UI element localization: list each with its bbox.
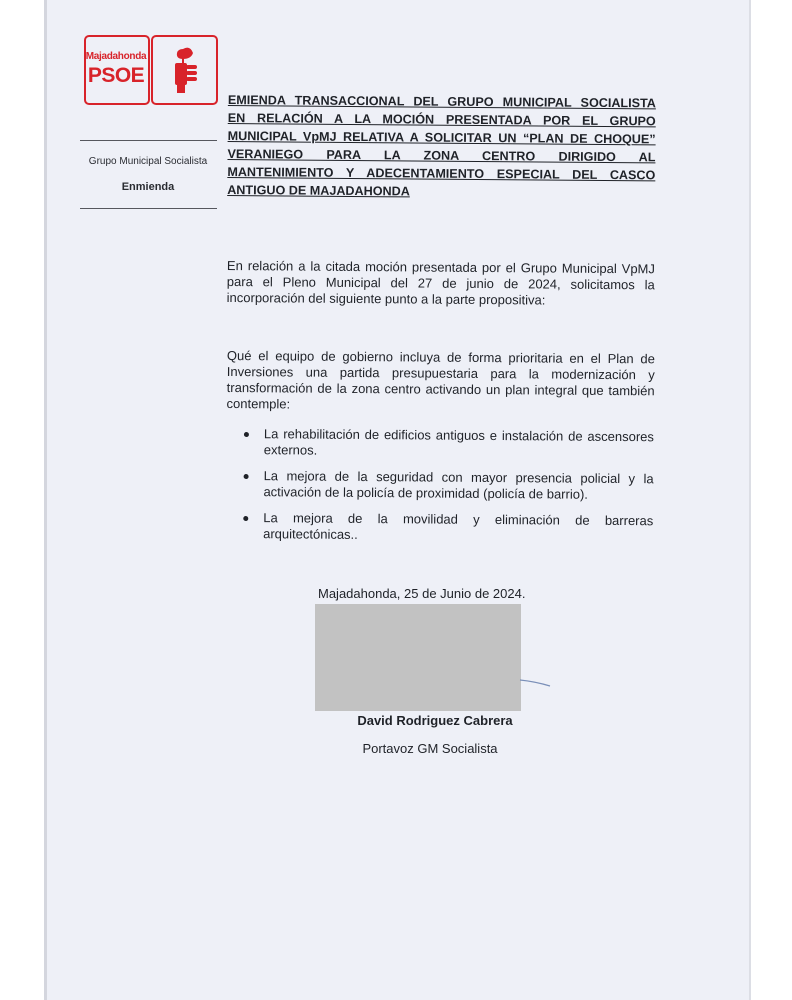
proposal-paragraph: Qué el equipo de gobierno incluya de forma prioritaria en el Plan de Inversiones una partida presupuestaria para la modernización y transformación de la zona centro activando un plan integral que también contemple:: [226, 348, 655, 412]
document-type: Enmienda: [121, 181, 175, 193]
logo-party-text: PSOE: [87, 64, 145, 87]
list-item: La mejora de la seguridad con mayor presencia policial y la activación de la policía de proximidad (policía de barrio).: [239, 468, 653, 503]
title-line: MUNICIPAL VpMJ RELATIVA A SOLICITAR UN “PLAN DE CHOQUE”: [227, 128, 656, 147]
page-margin-right: [751, 0, 792, 1000]
signer-role: Portavoz GM Socialista: [362, 741, 498, 756]
header-rule-top: [80, 140, 217, 141]
intro-paragraph: En relación a la citada moción presentada por el Grupo Municipal VpMJ para el Pleno Municipal del 27 de junio de 2024, solicitamos la incorporación del siguiente punto a la parte propositiva:: [226, 258, 655, 308]
header-rule-bottom: [80, 208, 217, 209]
document-title: [227, 91, 656, 202]
group-name: Grupo Municipal Socialista: [88, 156, 208, 167]
place-date: Majadahonda, 25 de Junio de 2024.: [318, 586, 526, 601]
signer-name: David Rodriguez Cabrera: [357, 713, 513, 728]
proposal-list: [239, 426, 654, 555]
title-line: MANTENIMIENTO Y ADECENTAMIENTO ESPECIAL DEL CASCO: [227, 164, 656, 183]
list-item: La rehabilitación de edificios antiguos e instalación de ascensores externos.: [240, 426, 654, 461]
title-line: VERANIEGO PARA LA ZONA CENTRO DIRIGIDO AL: [227, 146, 656, 165]
psoe-logo: [84, 35, 218, 105]
list-item: La mejora de la movilidad y eliminación de barreras arquitectónicas..: [239, 510, 653, 545]
title-line: EN RELACIÓN A LA MOCIÓN PRESENTADA POR EL GRUPO: [227, 110, 656, 129]
title-line: ANTIGUO DE MAJADAHONDA: [227, 182, 410, 199]
logo-town-text: Majadahonda: [85, 51, 147, 62]
signature-stroke-icon: [518, 672, 552, 688]
title-line: EMIENDA TRANSACCIONAL DEL GRUPO MUNICIPAL SOCIALISTA: [227, 92, 656, 111]
redacted-signature: [315, 604, 521, 711]
page-margin-left: [0, 0, 44, 1000]
